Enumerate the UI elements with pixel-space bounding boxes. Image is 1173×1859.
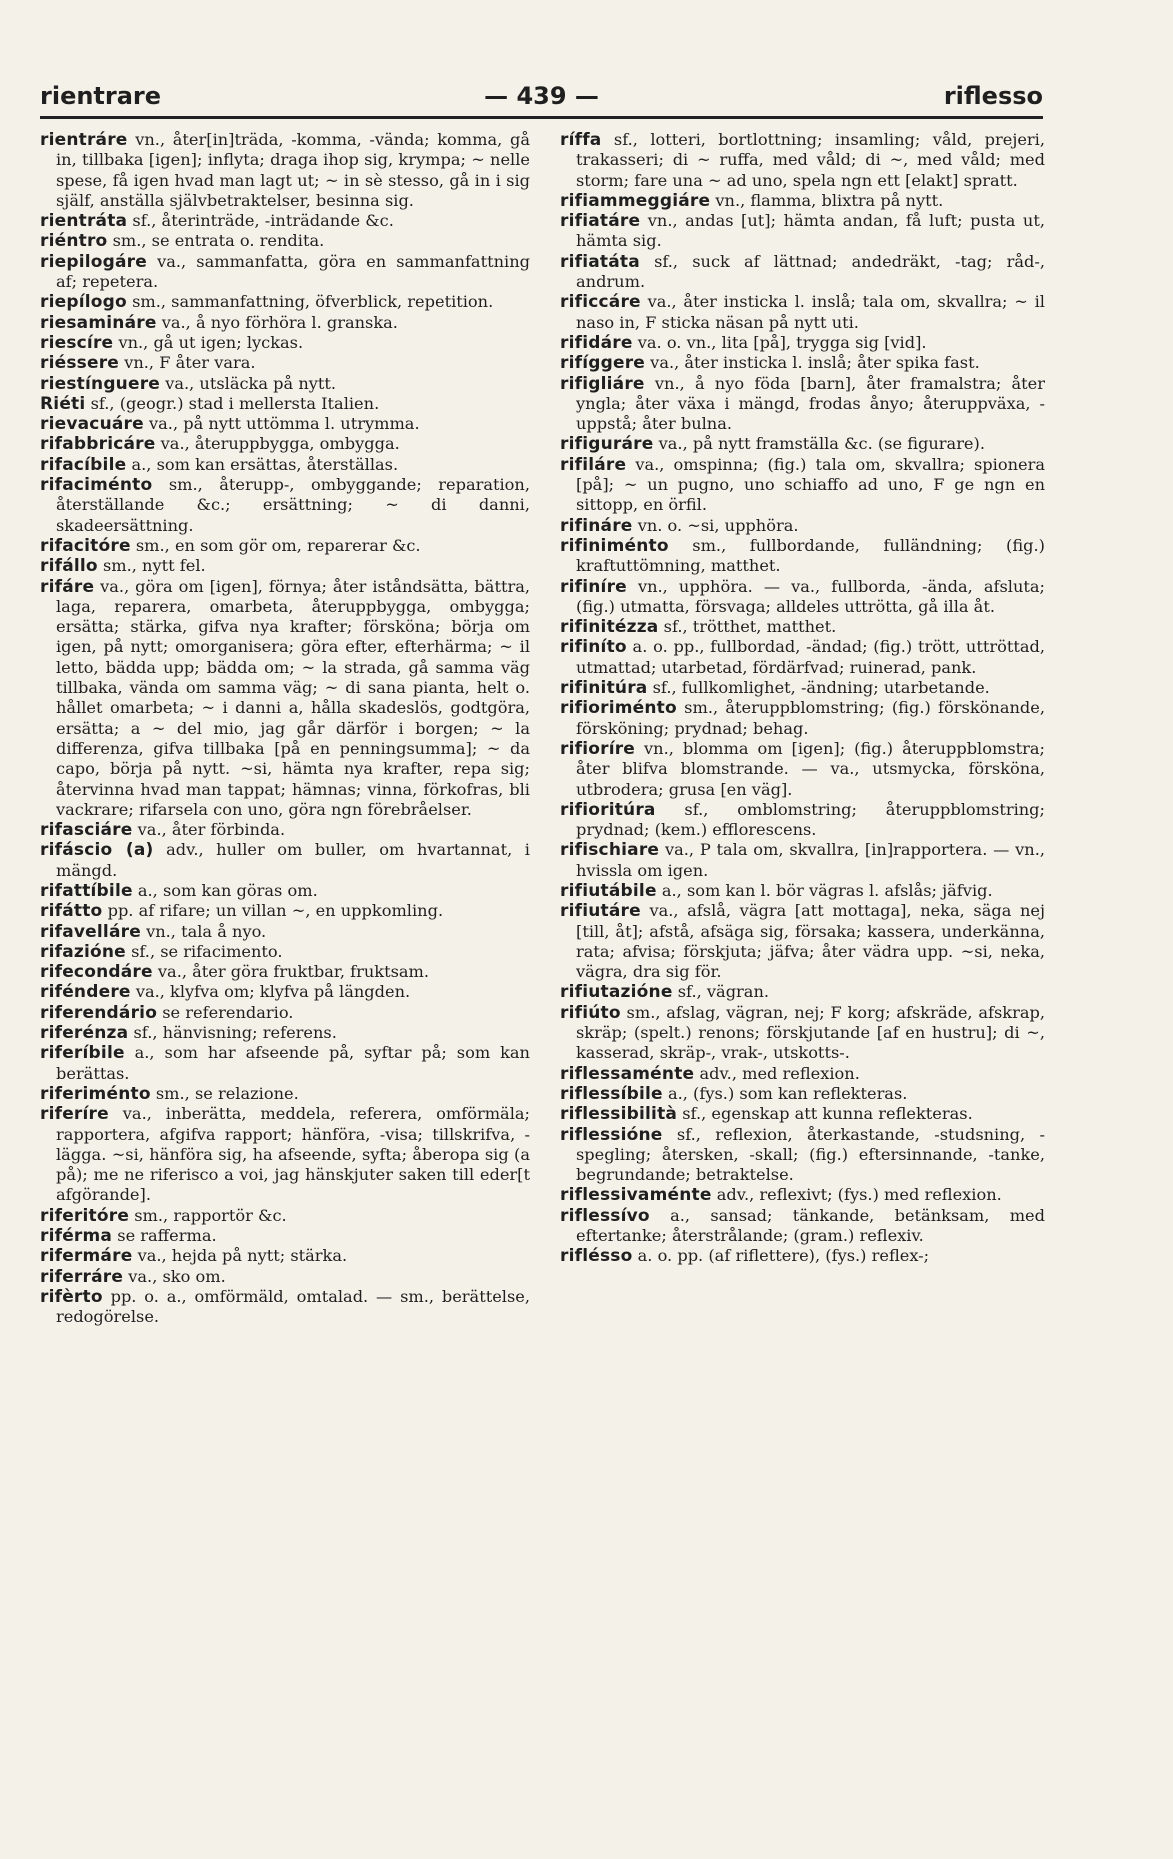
dictionary-entry bbox=[40, 942, 530, 962]
entry-headword: rifáre bbox=[40, 576, 95, 597]
dictionary-entry bbox=[560, 1084, 1045, 1104]
dictionary-entry bbox=[560, 1104, 1045, 1124]
entry-headword: rifináre bbox=[560, 515, 633, 536]
dictionary-entry bbox=[40, 1267, 530, 1287]
entry-definition: va., åter insticka l. inslå; tala om, skvallra; ~ il naso in, F sticka näsan på nytt uti. bbox=[576, 292, 1045, 332]
entry-definition: va., återuppbygga, ombygga. bbox=[160, 434, 400, 454]
dictionary-entry bbox=[560, 637, 1045, 678]
dictionary-entry bbox=[40, 1003, 530, 1023]
dictionary-entry bbox=[560, 800, 1045, 841]
entry-headword: riepílogo bbox=[40, 292, 127, 313]
entry-definition: va., göra om [igen], förnya; åter iståndsätta, bättra, laga, reparera, omarbeta, återuppbygga, ombygga; ersätta; stärka, gifva nya krafter; försköna; börja om igen, på nytt; omorganisera; göra efter, efterhärma; ~ il letto, bädda upp; bädda om; ~ la strada, gå samma väg tillbaka, vända om samma väg; ~ di sana pianta, helt o. hållet omarbeta; ~ i danni a, hålla skadeslös, godtgöra, ersätta; a ~ del mio, jag går därför i borgen; ~ la differenza, gifva tillbaka [på en penningsumma]; ~ da capo, börja på nytt. ~si, hämta nya krafter, repa sig; återvinna hvad man tappat; hämnas; vinna, förkofras, bli vackrare; rifarsela con uno, göra ngn förebråelser. bbox=[56, 576, 530, 819]
entry-headword: rifèrto bbox=[40, 1286, 103, 1307]
dictionary-entry bbox=[40, 374, 530, 394]
dictionary-entry bbox=[40, 1226, 530, 1246]
entry-definition: a., som kan l. bör vägras l. afslås; jäfvig. bbox=[661, 880, 993, 900]
dictionary-entry bbox=[40, 1104, 530, 1205]
entry-definition: sm., se relazione. bbox=[155, 1083, 299, 1103]
entry-definition: sf., suck af lättnad; andedräkt, -tag; råd-, andrum. bbox=[576, 251, 1045, 292]
dictionary-entry bbox=[40, 1287, 530, 1328]
entry-definition: vn., å nyo föda [barn], åter framalstra; åter yngla; åter växa i mängd, frodas ånyo; återuppväxa, -uppstå; åter bulna. bbox=[576, 373, 1045, 434]
entry-definition: va. o. vn., lita [på], trygga sig [vid]. bbox=[637, 332, 927, 352]
entry-headword: riferitóre bbox=[40, 1205, 130, 1226]
dictionary-entry bbox=[560, 333, 1045, 353]
dictionary-entry bbox=[560, 1246, 1045, 1266]
entry-definition: sf., fullkomlighet, -ändning; utarbetande. bbox=[652, 678, 990, 698]
dictionary-entry bbox=[40, 962, 530, 982]
entry-definition: sm., afslag, vägran, nej; F korg; afskräde, afskrap, skräp; (spelt.) renons; förskjutande [af en hustru]; di ~, kasserad, skräp-, vrak-, utskotts-. bbox=[576, 1002, 1045, 1063]
entry-headword: riflessaménte bbox=[560, 1063, 695, 1084]
entry-headword: rifállo bbox=[40, 556, 98, 577]
entry-definition: vn., tala å nyo. bbox=[146, 921, 267, 941]
dictionary-entry bbox=[40, 394, 530, 414]
entry-definition: sf., vägran. bbox=[677, 982, 770, 1002]
entry-headword: riferendário bbox=[40, 1002, 158, 1023]
dictionary-entry bbox=[40, 901, 530, 921]
dictionary-entry bbox=[560, 292, 1045, 333]
entry-headword: riflessióne bbox=[560, 1124, 663, 1145]
page-number: — 439 — bbox=[484, 82, 599, 110]
entry-headword: riéntro bbox=[40, 231, 108, 252]
entry-headword: riferráre bbox=[40, 1266, 124, 1287]
entry-headword: riepilogáre bbox=[40, 251, 147, 272]
entry-headword: riféndere bbox=[40, 982, 131, 1003]
dictionary-entry bbox=[40, 231, 530, 251]
entry-headword: rifiatáre bbox=[560, 211, 641, 232]
entry-headword: rifiniménto bbox=[560, 535, 669, 556]
dictionary-entry bbox=[40, 982, 530, 1002]
entry-definition: adv., med reflexion. bbox=[699, 1063, 860, 1083]
entry-definition: pp. o. a., omförmäld, omtalad. — sm., berättelse, redogörelse. bbox=[56, 1286, 530, 1327]
entry-definition: a., som kan ersättas, återställas. bbox=[131, 454, 399, 474]
entry-definition: va., på nytt uttömma l. utrymma. bbox=[149, 414, 420, 434]
entry-headword: riférma bbox=[40, 1226, 113, 1247]
dictionary-entry bbox=[40, 820, 530, 840]
dictionary-entry bbox=[40, 577, 530, 821]
entry-headword: rievacuáre bbox=[40, 414, 144, 435]
entry-definition: va., åter insticka l. inslå; åter spika fast. bbox=[650, 353, 980, 373]
dictionary-entry bbox=[40, 881, 530, 901]
entry-definition: adv., reflexivt; (fys.) med reflexion. bbox=[716, 1185, 1002, 1205]
dictionary-entry bbox=[560, 252, 1045, 293]
dictionary-entry bbox=[40, 1206, 530, 1226]
entry-definition: vn., upphöra. — va., fullborda, -ända, afsluta; (fig.) utmatta, försvaga; alldeles uttrötta, gå illa åt. bbox=[576, 576, 1045, 616]
entry-definition: vn., åter[in]träda, -komma, -vända; komma, gå in, tillbaka [igen]; inflyta; draga ihop sig, krympa; ~ nelle spese, få igen hvad man lagt ut; ~ in sè stesso, gå in i sig själf, anställa självbetraktelser, besinna sig. bbox=[56, 130, 530, 210]
dictionary-entry bbox=[560, 191, 1045, 211]
entry-headword: rifiutáre bbox=[560, 901, 641, 922]
entry-headword: rifazióne bbox=[40, 941, 126, 962]
dictionary-entry bbox=[560, 1064, 1045, 1084]
entry-definition: va., klyfva om; klyfva på längden. bbox=[135, 982, 411, 1002]
dictionary-entry bbox=[40, 1084, 530, 1104]
running-header bbox=[40, 82, 1043, 116]
entry-headword: riesamináre bbox=[40, 312, 157, 333]
entry-headword: rifátto bbox=[40, 901, 103, 922]
entry-definition: va., utsläcka på nytt. bbox=[165, 373, 337, 393]
dictionary-entry bbox=[40, 130, 530, 211]
entry-definition: sf., (geogr.) stad i mellersta Italien. bbox=[90, 393, 380, 413]
entry-headword: Riéti bbox=[40, 393, 86, 414]
dictionary-entry bbox=[560, 739, 1045, 800]
entry-headword: rifiammeggiáre bbox=[560, 190, 711, 211]
left-column bbox=[40, 130, 530, 1328]
entry-headword: riestínguere bbox=[40, 373, 161, 394]
entry-definition: va., P tala om, skvallra, [in]rapportera. — vn., hvissla om igen. bbox=[576, 840, 1045, 880]
entry-definition: sf., återinträde, -inträdande &c. bbox=[132, 211, 394, 231]
dictionary-entry bbox=[40, 475, 530, 536]
dictionary-entry bbox=[40, 353, 530, 373]
entry-headword: rifíggere bbox=[560, 353, 646, 374]
entry-headword: rifinitúra bbox=[560, 678, 648, 699]
dictionary-entry bbox=[40, 922, 530, 942]
entry-definition: vn., blomma om [igen]; (fig.) återuppblomstra; åter blifva blomstrande. — va., utsmycka, försköna, utbrodera; grusa [en väg]. bbox=[576, 738, 1045, 799]
entry-definition: va., afslå, vägra [att mottaga], neka, säga nej [till, åt]; afstå, afsäga sig, försaka; kassera, underkänna, rata; afvisa; förskjuta; jäfva; åter vädra upp. ~si, neka, vägra, dra sig för. bbox=[576, 901, 1046, 982]
dictionary-entry bbox=[560, 1125, 1045, 1186]
entry-headword: riflessibilità bbox=[560, 1104, 678, 1125]
entry-definition: sf., hänvisning; referens. bbox=[133, 1023, 337, 1043]
entry-definition: pp. af rifare; un villan ~, en uppkomling. bbox=[107, 901, 444, 921]
entry-definition: sm., en som gör om, reparerar &c. bbox=[135, 535, 421, 555]
header-first-word: rientrare bbox=[40, 82, 162, 110]
entry-headword: riferénza bbox=[40, 1023, 129, 1044]
entry-definition: sm., se entrata o. rendita. bbox=[112, 231, 325, 251]
entry-definition: a., som kan göras om. bbox=[137, 880, 318, 900]
dictionary-entry bbox=[560, 577, 1045, 618]
entry-definition: sf., omblomstring; återuppblomstring; prydnad; (kem.) efflorescens. bbox=[576, 799, 1045, 840]
entry-definition: sm., återupp-, ombyggande; reparation, återställande &c.; ersättning; ~ di danni, skadeersättning. bbox=[56, 475, 530, 535]
entry-definition: sm., fullbordande, fulländning; (fig.) kraftuttömning, matthet. bbox=[576, 535, 1045, 576]
dictionary-entry bbox=[40, 313, 530, 333]
entry-definition: vn., gå ut igen; lyckas. bbox=[118, 332, 304, 352]
entry-headword: riferíre bbox=[40, 1104, 109, 1125]
dictionary-entry bbox=[40, 414, 530, 434]
dictionary-entry bbox=[40, 1246, 530, 1266]
entry-definition: va., inberätta, meddela, referera, omförmäla; rapportera, afgifva rapport; hänföra, -visa; tillskrifva, -lägga. ~si, hänföra sig, ha afseende, syfta; åberopa sig (a på); me ne riferisco a voi, jag hänskjuter saken till eder[t afgörande]. bbox=[56, 1104, 530, 1205]
dictionary-entry bbox=[560, 353, 1045, 373]
entry-headword: rifiutábile bbox=[560, 880, 657, 901]
dictionary-entry bbox=[560, 840, 1045, 881]
entry-headword: rifacíbile bbox=[40, 454, 127, 475]
dictionary-entry bbox=[560, 374, 1045, 435]
dictionary-entry bbox=[560, 1185, 1045, 1205]
entry-headword: rifaciménto bbox=[40, 475, 153, 496]
entry-definition: vn., andas [ut]; hämta andan, få luft; pusta ut, hämta sig. bbox=[576, 211, 1045, 251]
entry-headword: riflessivaménte bbox=[560, 1185, 712, 1206]
entry-definition: se referendario. bbox=[162, 1002, 294, 1022]
dictionary-entry bbox=[40, 840, 530, 881]
entry-headword: rifiúto bbox=[560, 1002, 621, 1023]
entry-headword: riflésso bbox=[560, 1246, 633, 1267]
entry-definition: va., sko om. bbox=[128, 1266, 226, 1286]
entry-definition: va., hejda på nytt; stärka. bbox=[137, 1246, 348, 1266]
entry-definition: sm., sammanfattning, öfverblick, repetition. bbox=[132, 292, 494, 312]
entry-definition: adv., huller om buller, om hvartannat, i mängd. bbox=[56, 840, 530, 880]
dictionary-entry bbox=[40, 333, 530, 353]
entry-headword: rifioritúra bbox=[560, 799, 656, 820]
entry-definition: a., som har afseende på, syftar på; som kan berättas. bbox=[56, 1043, 530, 1083]
entry-headword: rifiatáta bbox=[560, 251, 640, 272]
entry-headword: rifioriménto bbox=[560, 698, 677, 719]
entry-headword: rifischiare bbox=[560, 840, 660, 861]
dictionary-entry bbox=[560, 1206, 1045, 1247]
entry-definition: se rafferma. bbox=[117, 1226, 217, 1246]
entry-headword: rifacitóre bbox=[40, 535, 131, 556]
dictionary-entry bbox=[40, 211, 530, 231]
entry-headword: rifasciáre bbox=[40, 820, 133, 841]
entry-definition: vn. o. ~si, upphöra. bbox=[637, 515, 799, 535]
entry-headword: riescíre bbox=[40, 332, 114, 353]
entry-headword: rificcáre bbox=[560, 292, 641, 313]
entry-definition: a., sansad; tänkande, betänksam, med eftertanke; återstrålande; (gram.) reflexiv. bbox=[576, 1205, 1045, 1246]
dictionary-entry bbox=[40, 536, 530, 556]
dictionary-entry bbox=[560, 617, 1045, 637]
entry-headword: rifinitézza bbox=[560, 617, 659, 638]
entry-headword: rientráta bbox=[40, 211, 128, 232]
entry-headword: rifigliáre bbox=[560, 373, 645, 394]
entry-definition: sf., reflexion, återkastande, -studsning, -spegling; återsken, -skall; (fig.) eftersinnande, -tanke, begrundande; betraktelse. bbox=[576, 1124, 1045, 1185]
dictionary-entry bbox=[560, 211, 1045, 252]
dictionary-entry bbox=[560, 982, 1045, 1002]
entry-headword: rifabbricáre bbox=[40, 434, 156, 455]
entry-headword: rifiguráre bbox=[560, 434, 654, 455]
entry-headword: rifattíbile bbox=[40, 880, 133, 901]
entry-definition: va., åter förbinda. bbox=[137, 820, 286, 840]
entry-definition: va., åter göra fruktbar, fruktsam. bbox=[157, 962, 430, 982]
entry-headword: riflessíbile bbox=[560, 1083, 663, 1104]
dictionary-entry bbox=[40, 292, 530, 312]
entry-headword: rifioríre bbox=[560, 738, 636, 759]
entry-definition: va., omspinna; (fig.) tala om, skvallra; spionera [på]; ~ un pugno, uno schiaffo ad uno, F ge ngn en sittopp, en örfil. bbox=[576, 454, 1045, 515]
entry-definition: sf., lotteri, bortlottning; insamling; våld, prejeri, trakasseri; di ~ ruffa, med våld; di ~, med våld; med storm; fare una ~ ad uno, spela ngn ett [elakt] spratt. bbox=[576, 130, 1045, 190]
entry-headword: rifiníto bbox=[560, 637, 627, 658]
entry-headword: riéssere bbox=[40, 353, 120, 374]
entry-definition: vn., F åter vara. bbox=[124, 353, 256, 373]
entry-headword: rifermáre bbox=[40, 1246, 133, 1267]
dictionary-entry bbox=[560, 434, 1045, 454]
entry-definition: sf., se rifacimento. bbox=[131, 941, 283, 961]
entry-definition: a., (fys.) som kan reflekteras. bbox=[667, 1083, 908, 1103]
entry-definition: a. o. pp., fullbordad, -ändad; (fig.) trött, uttröttad, utmattad; utarbetad, fördärfvad; ruinerad, pank. bbox=[576, 637, 1045, 677]
entry-headword: rifiutazióne bbox=[560, 982, 673, 1003]
entry-headword: riferíbile bbox=[40, 1043, 125, 1064]
entry-definition: sm., återuppblomstring; (fig.) förskönande, försköning; prydnad; behag. bbox=[576, 698, 1045, 738]
entry-definition: vn., flamma, blixtra på nytt. bbox=[715, 190, 944, 210]
dictionary-entry bbox=[560, 698, 1045, 739]
dictionary-entry bbox=[40, 556, 530, 576]
entry-headword: rifavelláre bbox=[40, 921, 141, 942]
entry-headword: rifecondáre bbox=[40, 962, 153, 983]
entry-definition: sm., rapportör &c. bbox=[134, 1205, 287, 1225]
dictionary-entry bbox=[40, 1043, 530, 1084]
entry-headword: rifáscio (a) bbox=[40, 840, 154, 861]
entry-definition: va., på nytt framställa &c. (se figurare). bbox=[658, 434, 985, 454]
entry-definition: sf., trötthet, matthet. bbox=[663, 617, 837, 637]
dictionary-entry bbox=[560, 1003, 1045, 1064]
entry-definition: va., å nyo förhöra l. granska. bbox=[161, 312, 398, 332]
entry-headword: riflessívo bbox=[560, 1205, 650, 1226]
dictionary-entry bbox=[560, 516, 1045, 536]
dictionary-entry bbox=[560, 536, 1045, 577]
dictionary-entry bbox=[560, 130, 1045, 191]
entry-definition: sf., egenskap att kunna reflekteras. bbox=[682, 1104, 973, 1124]
entry-headword: rifiláre bbox=[560, 454, 627, 475]
dictionary-entry bbox=[560, 881, 1045, 901]
dictionary-entry bbox=[40, 455, 530, 475]
dictionary-entry bbox=[40, 434, 530, 454]
header-last-word: riflesso bbox=[943, 82, 1043, 110]
dictionary-entry bbox=[40, 1023, 530, 1043]
right-column bbox=[560, 130, 1045, 1267]
entry-headword: rifiníre bbox=[560, 576, 627, 597]
entry-headword: ríffa bbox=[560, 130, 602, 150]
entry-definition: a. o. pp. (af riflettere), (fys.) reflex-; bbox=[637, 1246, 930, 1266]
dictionary-entry bbox=[560, 901, 1045, 982]
header-rule bbox=[40, 116, 1043, 119]
entry-headword: riferiménto bbox=[40, 1083, 151, 1104]
entry-headword: rientráre bbox=[40, 130, 128, 150]
dictionary-entry bbox=[560, 455, 1045, 516]
entry-headword: rifidáre bbox=[560, 332, 633, 353]
dictionary-entry bbox=[560, 678, 1045, 698]
entry-definition: sm., nytt fel. bbox=[102, 556, 206, 576]
dictionary-entry bbox=[40, 252, 530, 293]
entry-definition: va., sammanfatta, göra en sammanfattning af; repetera. bbox=[56, 251, 530, 292]
